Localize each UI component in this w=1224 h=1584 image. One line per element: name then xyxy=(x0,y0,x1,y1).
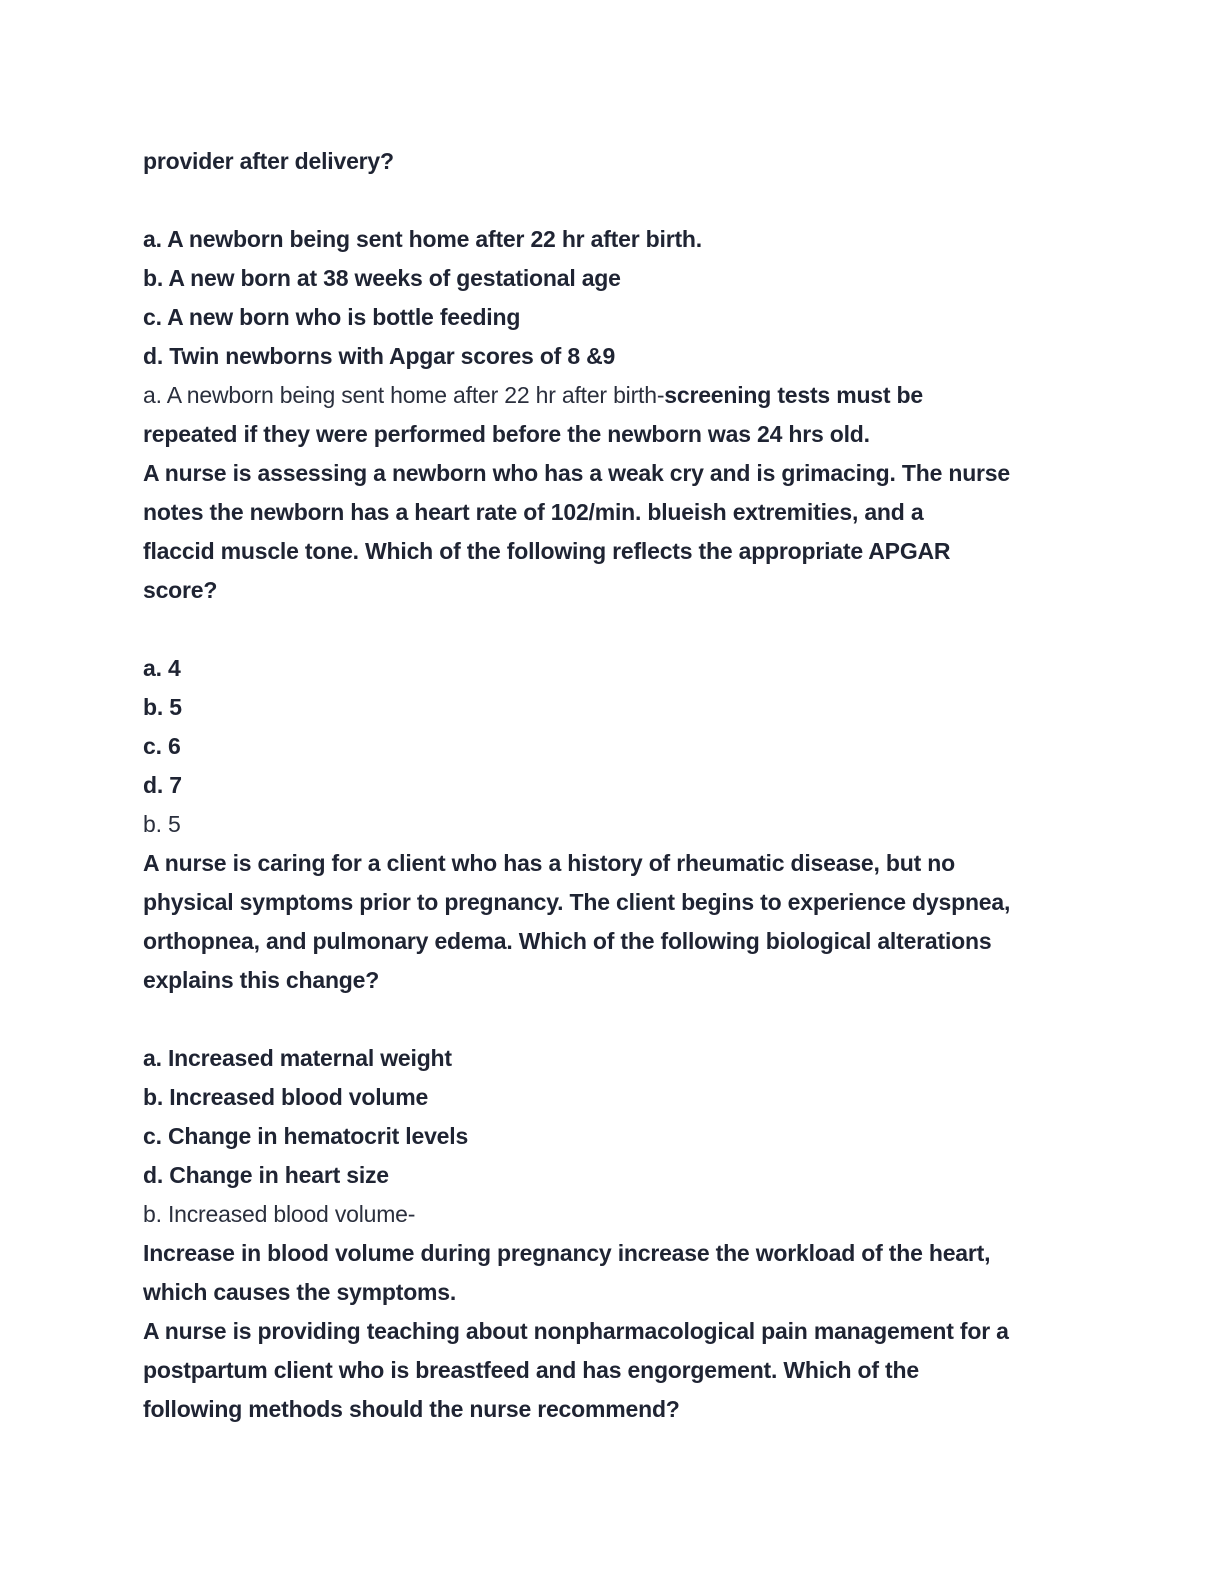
option-c: c. 6 xyxy=(143,733,181,759)
rationale-text: Increase in blood volume during pregnancy increase the workload of the heart, xyxy=(143,1240,991,1266)
option-b: b. A new born at 38 weeks of gestational age xyxy=(143,265,621,291)
question-stem: flaccid muscle tone. Which of the following reflects the appropriate APGAR xyxy=(143,538,951,564)
question-stem: provider after delivery? xyxy=(143,148,394,174)
question-3 xyxy=(143,844,1083,1312)
option-b: b. 5 xyxy=(143,694,182,720)
question-stem: following methods should the nurse recommend? xyxy=(143,1396,680,1422)
answer-text: a. A newborn being sent home after 22 hr after birth- xyxy=(143,382,665,408)
rationale-text: which causes the symptoms. xyxy=(143,1279,457,1305)
option-a: a. A newborn being sent home after 22 hr after birth. xyxy=(143,226,702,252)
option-a: a. 4 xyxy=(143,655,181,681)
question-stem: notes the newborn has a heart rate of 102/min. blueish extremities, and a xyxy=(143,499,924,525)
question-1 xyxy=(143,142,1083,454)
question-stem: A nurse is assessing a newborn who has a weak cry and is grimacing. The nurse xyxy=(143,460,1010,486)
option-d: d. Change in heart size xyxy=(143,1162,389,1188)
answer-text: b. Increased blood volume- xyxy=(143,1201,416,1227)
question-stem: explains this change? xyxy=(143,967,380,993)
option-d: d. 7 xyxy=(143,772,182,798)
answer-text: b. 5 xyxy=(143,811,181,837)
document-page xyxy=(143,142,1083,1429)
option-a: a. Increased maternal weight xyxy=(143,1045,452,1071)
rationale-text: screening tests must be xyxy=(664,382,923,408)
blank-line xyxy=(143,1000,1083,1039)
option-c: c. A new born who is bottle feeding xyxy=(143,304,521,330)
question-stem: A nurse is providing teaching about nonpharmacological pain management for a xyxy=(143,1318,1009,1344)
question-4 xyxy=(143,1312,1083,1429)
rationale-text: repeated if they were performed before the newborn was 24 hrs old. xyxy=(143,421,870,447)
option-b: b. Increased blood volume xyxy=(143,1084,429,1110)
question-stem: postpartum client who is breastfeed and has engorgement. Which of the xyxy=(143,1357,919,1383)
question-stem: A nurse is caring for a client who has a history of rheumatic disease, but no xyxy=(143,850,955,876)
question-2 xyxy=(143,454,1083,844)
blank-line xyxy=(143,610,1083,649)
blank-line xyxy=(143,181,1083,220)
question-stem: physical symptoms prior to pregnancy. The client begins to experience dyspnea, xyxy=(143,889,1011,915)
question-stem: score? xyxy=(143,577,218,603)
option-d: d. Twin newborns with Apgar scores of 8 &9 xyxy=(143,343,616,369)
answer-line xyxy=(143,376,1083,415)
option-c: c. Change in hematocrit levels xyxy=(143,1123,469,1149)
question-stem: orthopnea, and pulmonary edema. Which of the following biological alterations xyxy=(143,928,992,954)
